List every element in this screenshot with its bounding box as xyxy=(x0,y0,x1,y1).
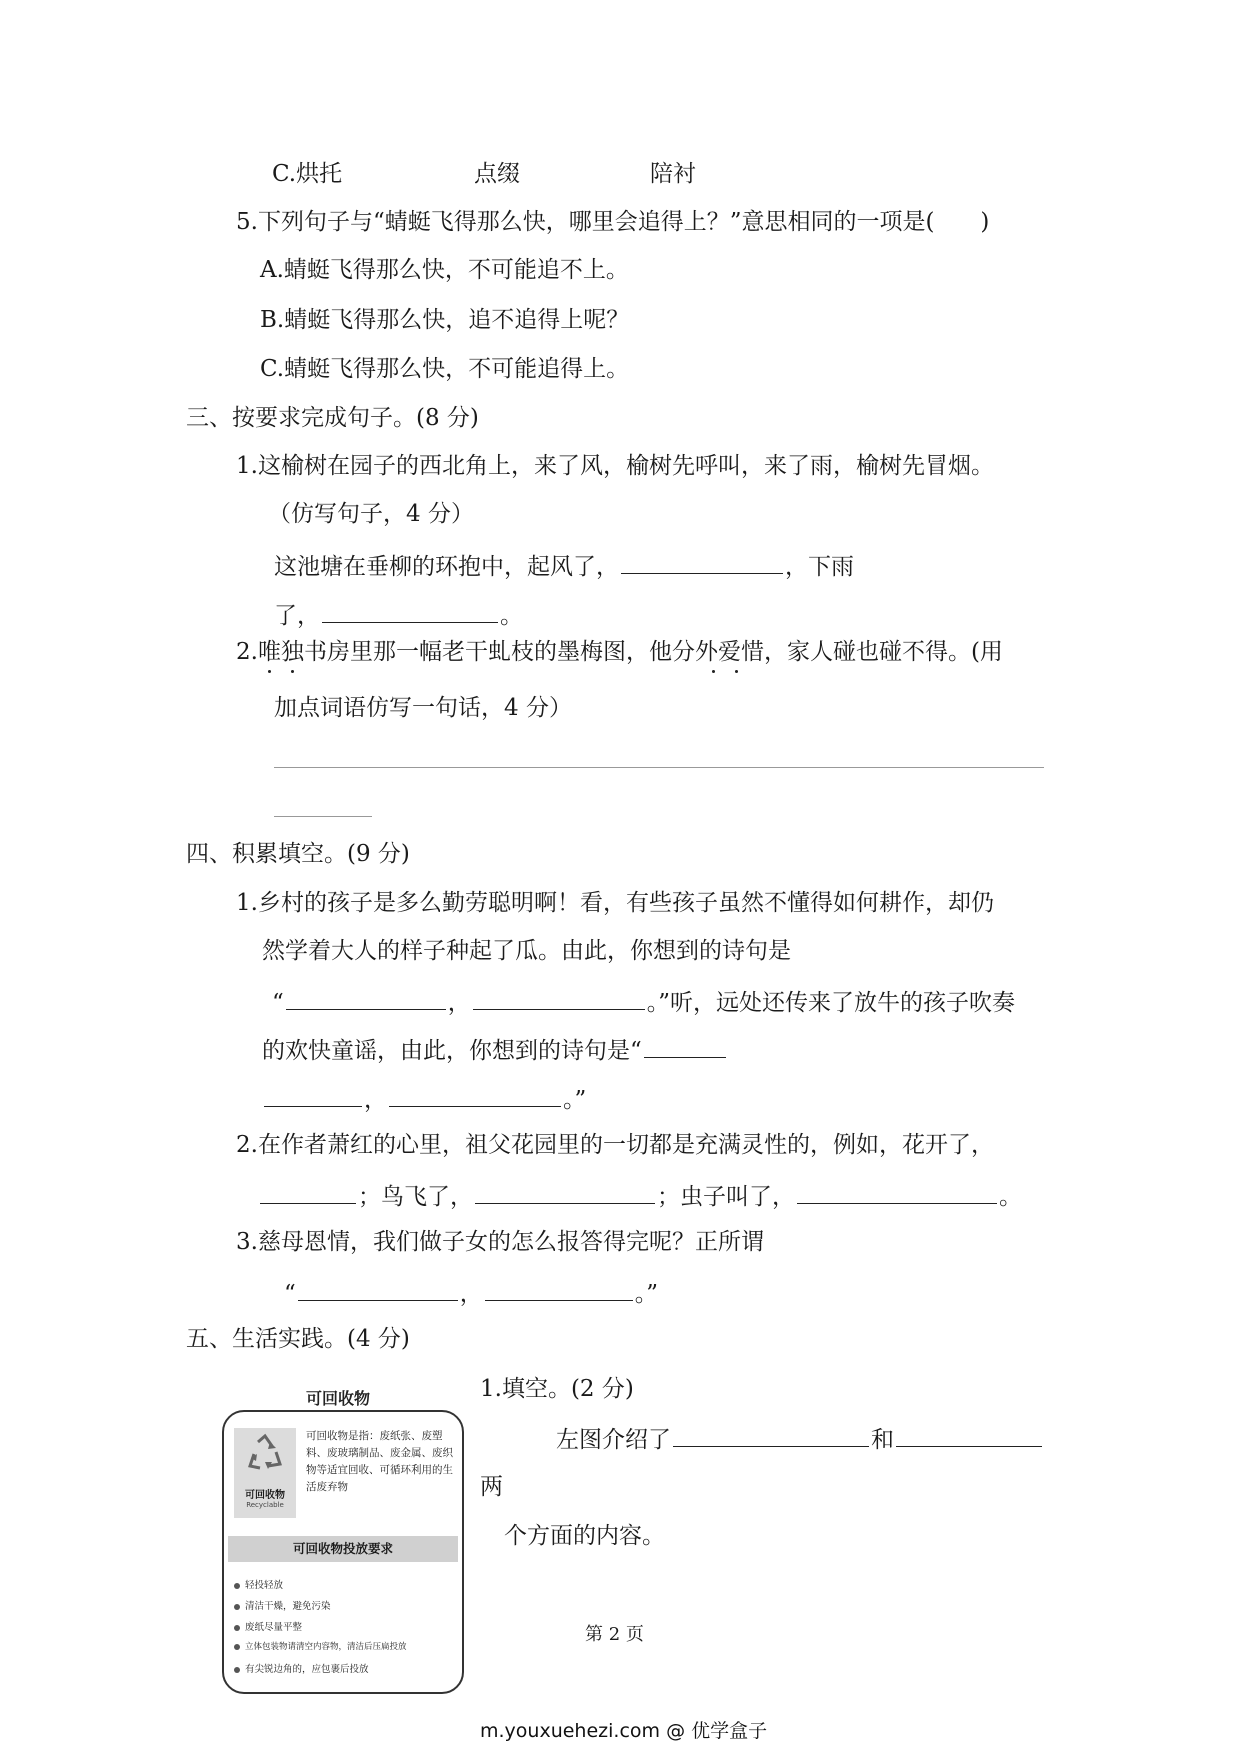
emphasis-dot xyxy=(291,670,294,673)
recycle-icon xyxy=(234,1428,296,1484)
q4-option-c: C.烘托 xyxy=(272,161,343,187)
answer-blank[interactable] xyxy=(260,1183,356,1204)
s4-q1-line3-rest: 。”听，远处还传来了放牛的孩子吹奏 xyxy=(646,990,1016,1016)
s3-q1-fill-c: 了， xyxy=(274,603,320,629)
s4-q1-line1: 1.乡村的孩子是多么勤劳聪明啊！看，有些孩子虽然不懂得如何耕作，却仍 xyxy=(236,890,994,916)
s5-fill-line1 xyxy=(556,1426,1044,1452)
card-title: 可回收物 xyxy=(306,1389,371,1408)
card-req: 立体包装物请清空内容物，清洁后压扁投放 xyxy=(234,1640,407,1652)
site-footer: m.youxuehezi.com @ 优学盒子 xyxy=(480,1720,768,1742)
q5-option-c: C.蜻蜓飞得那么快，不可能追得上。 xyxy=(260,356,630,382)
recyclable-card xyxy=(222,1410,464,1694)
answer-blank[interactable] xyxy=(621,553,783,574)
quote-close: 。” xyxy=(634,1281,659,1307)
page-number: 第 2 页 xyxy=(585,1624,644,1645)
s3-q1-fill-a: 这池塘在垂柳的环抱中，起风了， xyxy=(274,554,619,580)
card-req: 轻投轻放 xyxy=(234,1577,283,1591)
comma: ， xyxy=(364,1087,387,1113)
answer-blank[interactable] xyxy=(286,989,446,1010)
s5-fill-a: 左图介绍了 xyxy=(556,1427,671,1453)
recycle-logo xyxy=(234,1428,296,1518)
s3-q1-fill-b: ，下雨 xyxy=(785,554,854,580)
quote-close: 。” xyxy=(563,1087,587,1113)
s4-q1-line5 xyxy=(262,1086,586,1112)
s5-fill-c: 两 xyxy=(480,1474,503,1500)
s3-q2-note: 加点词语仿写一句话，4 分） xyxy=(274,695,572,721)
q5-option-b: B.蜻蜓飞得那么快，追不追得上呢？ xyxy=(260,307,630,333)
emphasis-dot xyxy=(712,670,715,673)
emphasis-dot xyxy=(735,670,738,673)
comma: ， xyxy=(447,990,471,1016)
s3-q1-text: 1.这榆树在园子的西北角上，来了风，榆树先呼叫，来了雨，榆树先冒烟。 xyxy=(236,453,994,479)
bullet-icon xyxy=(234,1667,240,1673)
card-req: 废纸尽量平整 xyxy=(234,1619,302,1633)
q4-option-c-word3: 陪衬 xyxy=(650,161,696,187)
comma: ， xyxy=(459,1281,483,1307)
s4-q1-line4 xyxy=(262,1037,728,1063)
s4-q1-line4-text: 的欢快童谣，由此，你想到的诗句是“ xyxy=(262,1038,642,1064)
s3-q1-fill-line2 xyxy=(274,602,523,628)
answer-blank[interactable] xyxy=(644,1037,726,1058)
period: 。 xyxy=(999,1184,1022,1210)
bullet-icon xyxy=(234,1583,240,1589)
bullet-icon xyxy=(234,1604,240,1610)
answer-blank[interactable] xyxy=(896,1426,1042,1447)
s3-q1-fill-line1 xyxy=(274,553,854,579)
quote-open: “ xyxy=(272,990,284,1016)
answer-blank[interactable] xyxy=(389,1086,561,1107)
logo-sub: Recyclable xyxy=(246,1501,284,1509)
card-req: 清洁干燥，避免污染 xyxy=(234,1598,331,1612)
s5-q1: 1.填空。(2 分) xyxy=(480,1376,634,1402)
answer-blank[interactable] xyxy=(673,1426,869,1447)
s3-q1-note: （仿写句子，4 分） xyxy=(268,501,474,527)
s4-q2-bug: ；虫子叫了， xyxy=(657,1184,795,1210)
logo-label: 可回收物 xyxy=(245,1490,285,1501)
section4-title: 四、积累填空。(9 分) xyxy=(186,841,410,867)
s5-fill-b: 和 xyxy=(871,1427,894,1453)
s4-q3-line2 xyxy=(284,1280,658,1306)
card-band: 可回收物投放要求 xyxy=(228,1536,458,1562)
section3-title: 三、按要求完成句子。(8 分) xyxy=(186,405,479,431)
q4-option-c-word2: 点缀 xyxy=(474,161,520,187)
answer-blank[interactable] xyxy=(485,1280,633,1301)
s3-q2-text: 2.唯独书房里那一幅老干虬枝的墨梅图，他分外爱惜，家人碰也碰不得。(用 xyxy=(236,639,1003,665)
s4-q1-line2: 然学着大人的样子种起了瓜。由此，你想到的诗句是 xyxy=(262,938,791,964)
q5-option-a: A.蜻蜓飞得那么快，不可能追不上。 xyxy=(260,257,629,283)
s3-q1-fill-end: 。 xyxy=(500,603,523,629)
card-req: 有尖锐边角的，应包裹后投放 xyxy=(234,1661,369,1675)
s4-q2-bird: ；鸟飞了， xyxy=(358,1184,473,1210)
s5-fill-d: 个方面的内容。 xyxy=(504,1523,665,1549)
s4-q2-line2 xyxy=(258,1183,1022,1209)
answer-line[interactable] xyxy=(274,767,1044,768)
s4-q2-line1: 2.在作者萧红的心里，祖父花园里的一切都是充满灵性的，例如，花开了， xyxy=(236,1132,994,1158)
bullet-icon xyxy=(234,1644,240,1650)
answer-line[interactable] xyxy=(274,816,372,817)
quote-open: “ xyxy=(284,1281,296,1307)
answer-blank[interactable] xyxy=(298,1280,458,1301)
q5-stem: 5.下列句子与“蜻蜓飞得那么快，哪里会追得上？”意思相同的一项是( ) xyxy=(236,209,990,235)
section5-title: 五、生活实践。(4 分) xyxy=(186,1326,410,1352)
answer-blank[interactable] xyxy=(797,1183,997,1204)
card-description: 可回收物是指：废纸张、废塑料、废玻璃制品、废金属、废织物等适宜回收、可循环利用的生活废弃物 xyxy=(306,1430,453,1493)
answer-blank[interactable] xyxy=(322,602,498,623)
answer-blank[interactable] xyxy=(473,989,645,1010)
s4-q1-line3 xyxy=(272,989,1015,1015)
emphasis-dot xyxy=(268,670,271,673)
answer-blank[interactable] xyxy=(264,1086,362,1107)
s4-q3-line1: 3.慈母恩情，我们做子女的怎么报答得完呢？正所谓 xyxy=(236,1229,764,1255)
bullet-icon xyxy=(234,1625,240,1631)
answer-blank[interactable] xyxy=(475,1183,655,1204)
